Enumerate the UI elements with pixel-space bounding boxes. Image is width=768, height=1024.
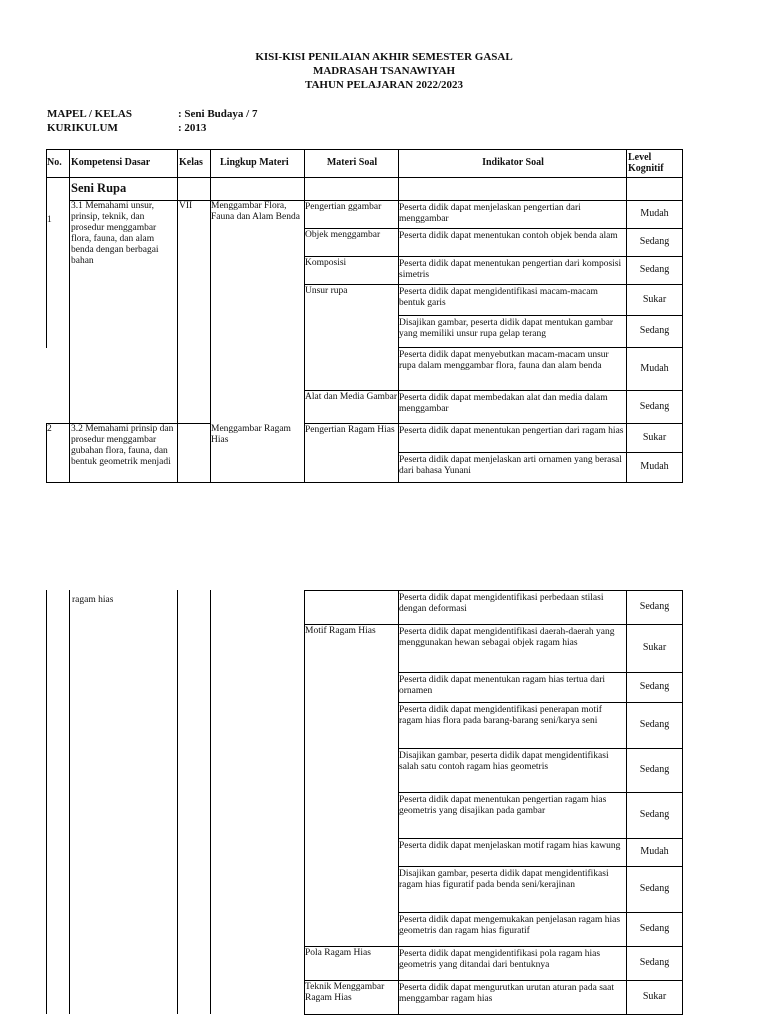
col-header-indikator: Indikator Soal <box>482 157 544 168</box>
doc-title-line1: KISI-KISI PENILAIAN AKHIR SEMESTER GASAL <box>255 51 513 63</box>
col-header-kompetensi: Kompetensi Dasar <box>71 157 151 168</box>
p2-indikator-2: Peserta didik dapat mengidentifikasi daerah-daerah yang menggunakan hewan sebagai objek ragam hias <box>399 627 615 648</box>
p2-indikator-8: Disajikan gambar, peserta didik dapat mengidentifikasi ragam hias figuratif pada benda seni/kerajinan <box>399 869 609 890</box>
p2-level-9: Sedang <box>639 923 670 934</box>
p1-indikator-1: Peserta didik dapat menjelaskan pengertian dari menggambar <box>399 203 581 224</box>
p1-level-8: Sukar <box>642 432 667 443</box>
p1-level-4: Sukar <box>642 294 667 305</box>
p2-level-10: Sedang <box>639 957 670 968</box>
col-header-no: No. <box>47 157 62 168</box>
kurikulum-label: KURIKULUM <box>47 122 118 134</box>
p2-indikator-4: Peserta didik dapat mengidentifikasi penerapan motif ragam hias flora pada barang-barang seni/karya seni <box>399 705 602 726</box>
p2-materi-2: Motif Ragam Hias <box>305 626 376 636</box>
section-title: Seni Rupa <box>71 181 127 195</box>
p1-indikator-6: Peserta didik dapat menyebutkan macam-macam unsur rupa dalam menggambar flora, fauna dan alam benda <box>399 350 609 371</box>
kd1-kompetensi: 3.1 Memahami unsur, prinsip, teknik, dan prosedur menggambar flora, fauna, dan alam benda dengan berbagai bahan <box>71 201 159 266</box>
kd2-no: 2 <box>47 424 52 434</box>
p1-indikator-9: Peserta didik dapat menjelaskan arti ornamen yang berasal dari bahasa Yunani <box>399 455 622 476</box>
p2-indikator-5: Disajikan gambar, peserta didik dapat mengidentifikasi salah satu contoh ragam hias geometris <box>399 751 609 772</box>
p1-materi-1: Pengertian ggambar <box>305 202 382 212</box>
kd2-lingkup: Menggambar Ragam Hias <box>211 424 291 445</box>
kd1-kelas: VII <box>179 201 193 211</box>
p2-level-6: Sedang <box>639 809 670 820</box>
p2-indikator-6: Peserta didik dapat menentukan pengertian ragam hias geometris yang disajikan pada gambar <box>399 795 607 816</box>
p1-indikator-3: Peserta didik dapat menentukan pengertian dari komposisi simetris <box>399 259 622 280</box>
p1-indikator-2: Peserta didik dapat menentukan contoh objek benda alam <box>399 231 618 241</box>
kd1-lingkup: Menggambar Flora, Fauna dan Alam Benda <box>211 201 300 222</box>
p1-level-3: Sedang <box>639 264 670 275</box>
col-header-kelas: Kelas <box>179 157 203 168</box>
p1-level-5: Sedang <box>639 325 670 336</box>
p2-indikator-1: Peserta didik dapat mengidentifikasi perbedaan stilasi dengan deformasi <box>399 593 604 614</box>
p2-indikator-11: Peserta didik dapat mengurutkan urutan aturan pada saat menggambar ragam hias <box>399 983 614 1004</box>
p2-level-4: Sedang <box>639 719 670 730</box>
p1-indikator-4: Peserta didik dapat mengidentifikasi macam-macam bentuk garis <box>399 287 598 308</box>
p2-level-11: Sukar <box>642 991 667 1002</box>
doc-title-line3: TAHUN PELAJARAN 2022/2023 <box>304 79 464 91</box>
p2-indikator-10: Peserta didik dapat mengidentifikasi pola ragam hias geometris yang ditandai dari bentuknya <box>399 949 601 970</box>
col-header-lingkup: Lingkup Materi <box>220 157 289 168</box>
p2-level-7: Mudah <box>640 846 669 857</box>
p1-materi-3: Komposisi <box>305 258 347 268</box>
col-header-materi: Materi Soal <box>326 157 378 168</box>
p1-indikator-8: Peserta didik dapat menentukan pengertian dari ragam hias <box>399 426 624 436</box>
p2-indikator-7: Peserta didik dapat menjelaskan motif ragam hias kawung <box>399 841 621 851</box>
p2-level-1: Sedang <box>639 601 670 612</box>
p2-materi-11: Teknik Menggambar Ragam Hias <box>305 982 385 1003</box>
kurikulum-value: : 2013 <box>178 122 207 134</box>
p2-level-3: Sedang <box>639 681 670 692</box>
p1-indikator-7: Peserta didik dapat membedakan alat dan media dalam menggambar <box>399 393 608 414</box>
col-header-level: Level Kognitif <box>628 152 664 174</box>
p2-materi-10: Pola Ragam Hias <box>305 948 371 958</box>
kd2-kompetensi-continued: ragam hias <box>72 595 114 605</box>
p1-indikator-5: Disajikan gambar, peserta didik dapat mentukan gambar yang memiliki unsur rupa gelap terang <box>399 318 614 339</box>
p2-indikator-9: Peserta didik dapat mengemukakan penjelasan ragam hias geometris dan ragam hias figuratif <box>399 915 621 936</box>
p1-level-6: Mudah <box>640 363 669 374</box>
p1-materi-7: Alat dan Media Gambar <box>305 392 398 402</box>
p2-level-8: Sedang <box>639 883 670 894</box>
p1-materi-4: Unsur rupa <box>305 286 348 296</box>
p1-materi-2: Objek menggambar <box>305 230 381 240</box>
p2-level-2: Sukar <box>642 642 667 653</box>
p1-level-1: Mudah <box>640 208 669 219</box>
p1-materi-8: Pengertian Ragam Hias <box>305 425 395 435</box>
kd1-no: 1 <box>47 215 52 225</box>
p1-level-7: Sedang <box>639 401 670 412</box>
p1-level-2: Sedang <box>639 236 670 247</box>
kd2-kompetensi: 3.2 Memahami prinsip dan prosedur menggambar gubahan flora, fauna, dan bentuk geometrik menjadi <box>71 424 174 467</box>
p2-indikator-3: Peserta didik dapat menentukan ragam hias tertua dari ornamen <box>399 675 606 696</box>
p2-level-5: Sedang <box>639 764 670 775</box>
mapel-label: MAPEL / KELAS <box>47 108 132 120</box>
doc-title-line2: MADRASAH TSANAWIYAH <box>312 65 456 77</box>
p1-level-9: Mudah <box>640 461 669 472</box>
mapel-value: : Seni Budaya / 7 <box>178 108 258 120</box>
